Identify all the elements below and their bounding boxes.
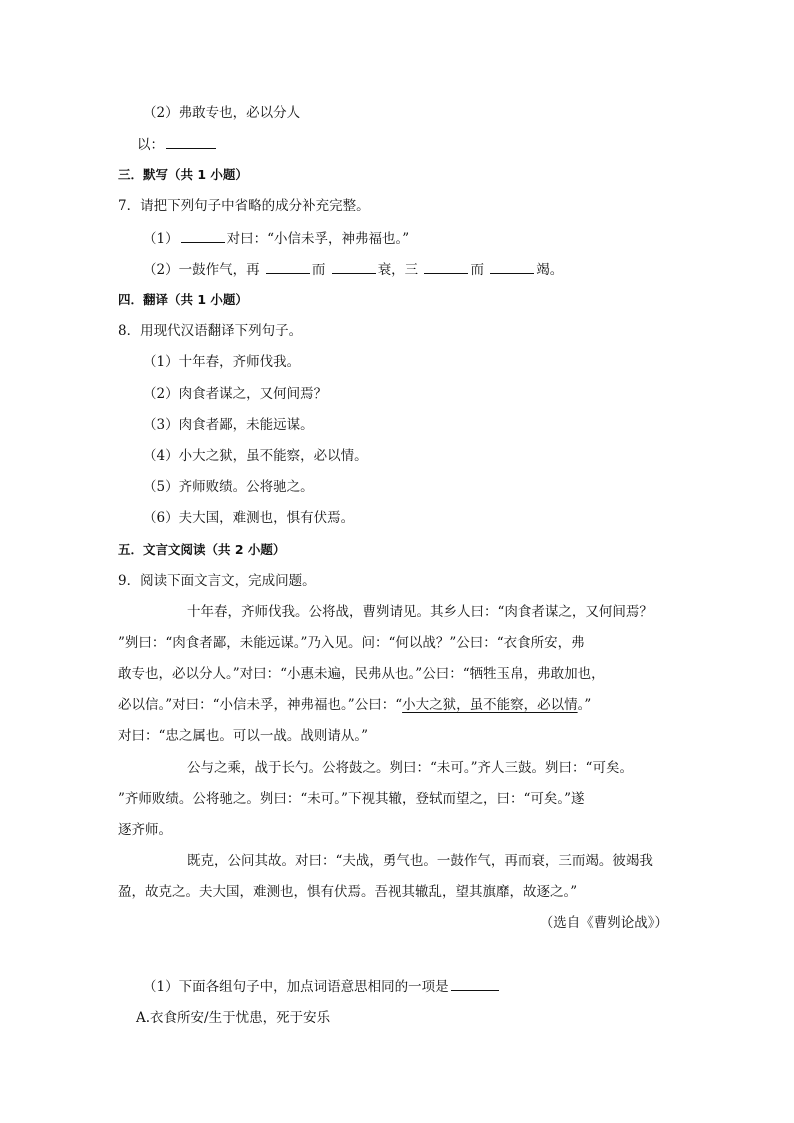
answer-blank[interactable] — [166, 134, 216, 149]
section-5-heading: 五．文言文阅读（共 2 小题） — [118, 542, 286, 557]
q9-stem: 9．阅读下面文言文，完成问题。 — [118, 573, 316, 589]
q8-sub5: （5）齐师败绩。公将驰之。 — [143, 479, 314, 495]
q7-sub2-blank-4[interactable] — [490, 259, 534, 274]
q9-sub1 — [143, 976, 501, 997]
answer-prefix: 以： — [137, 137, 164, 153]
q8-stem: 8．用现代汉语翻译下列句子。 — [118, 323, 303, 339]
q7-sub2-text-c: 衰，三 — [377, 262, 419, 278]
underlined-sentence: 小大之狱，虽不能察，必以情 — [402, 697, 578, 713]
q7-sub2-blank-3[interactable] — [424, 259, 468, 274]
q7-sub2-blank-1[interactable] — [266, 259, 310, 274]
q7-sub2-text-a: （2）一鼓作气，再 — [143, 262, 260, 278]
passage-line: 盈，故克之。夫大国，难测也，惧有伏焉。吾视其辙乱，望其旗靡，故逐之。” — [118, 884, 578, 900]
q8-sub4: （4）小大之狱，虽不能察，必以情。 — [143, 448, 368, 464]
section-4-heading: 四．翻译（共 1 小题） — [118, 292, 248, 307]
q7-sub2-text-e: 竭。 — [536, 262, 564, 278]
q9-sub1-blank[interactable] — [451, 976, 499, 991]
q7-sub1-blank[interactable] — [181, 228, 225, 243]
passage-line — [118, 695, 591, 715]
passage-line: 公与之乘，战于长勺。公将鼓之。刿曰：“未可。”齐人三鼓。刿曰：“可矣。 — [187, 760, 633, 776]
passage-line: 十年春，齐师伐我。公将战，曹刿请见。其乡人曰：“肉食者谋之，又何间焉？ — [187, 604, 653, 620]
q7-sub1-text: 对曰：“小信未孚，神弗福也。” — [226, 231, 410, 247]
q8-sub3: （3）肉食者鄙，未能远谋。 — [143, 417, 314, 433]
q7-sub2 — [143, 259, 563, 280]
q9-sub1-text: （1）下面各组句子中，加点词语意思相同的一项是 — [143, 979, 449, 995]
passage-line: 敢专也，必以分人。”对曰：“小惠未遍，民弗从也。”公曰：“牺牲玉帛，弗敢加也， — [118, 666, 605, 682]
q8-sub2: （2）肉食者谋之，又何间焉？ — [143, 386, 328, 402]
q7-sub1 — [143, 228, 409, 249]
q7-sub2-blank-2[interactable] — [332, 259, 376, 274]
passage-source: （选自《曹刿论战》） — [539, 915, 668, 931]
q6-sub2: （2）弗敢专也，必以分人 — [143, 105, 301, 121]
passage-text: 必以信。”对曰：“小信未孚，神弗福也。”公曰：“ — [118, 697, 403, 713]
q9-option-a: A.衣食所安/生于忧患，死于安乐 — [136, 1010, 331, 1026]
q7-sub2-text-b: 而 — [311, 262, 326, 278]
q7-stem: 7．请把下列句子中省略的成分补充完整。 — [118, 198, 370, 214]
passage-line: 对曰：“忠之属也。可以一战。战则请从。” — [118, 728, 369, 744]
q8-sub6: （6）夫大国，难测也，惧有伏焉。 — [143, 510, 355, 526]
q7-sub2-text-d: 而 — [470, 262, 484, 278]
q8-sub1: （1）十年春，齐师伐我。 — [143, 354, 301, 370]
passage-line: 逐齐师。 — [118, 822, 172, 838]
section-3-heading: 三．默写（共 1 小题） — [118, 167, 248, 182]
q7-sub1-num: （1） — [143, 231, 179, 247]
passage-line: 既克，公问其故。对曰：“夫战，勇气也。一鼓作气，再而衰，三而竭。彼竭我 — [187, 853, 653, 869]
passage-text: 。” — [577, 697, 592, 713]
q6-sub2-answer — [137, 134, 218, 155]
passage-line: ”刿曰：“肉食者鄙，未能远谋。”乃入见。问：“何以战？”公曰：“衣食所安，弗 — [118, 635, 585, 651]
passage-line: ”齐师败绩。公将驰之。刿曰：“未可。”下视其辙，登轼而望之，曰：“可矣。”遂 — [118, 791, 585, 807]
